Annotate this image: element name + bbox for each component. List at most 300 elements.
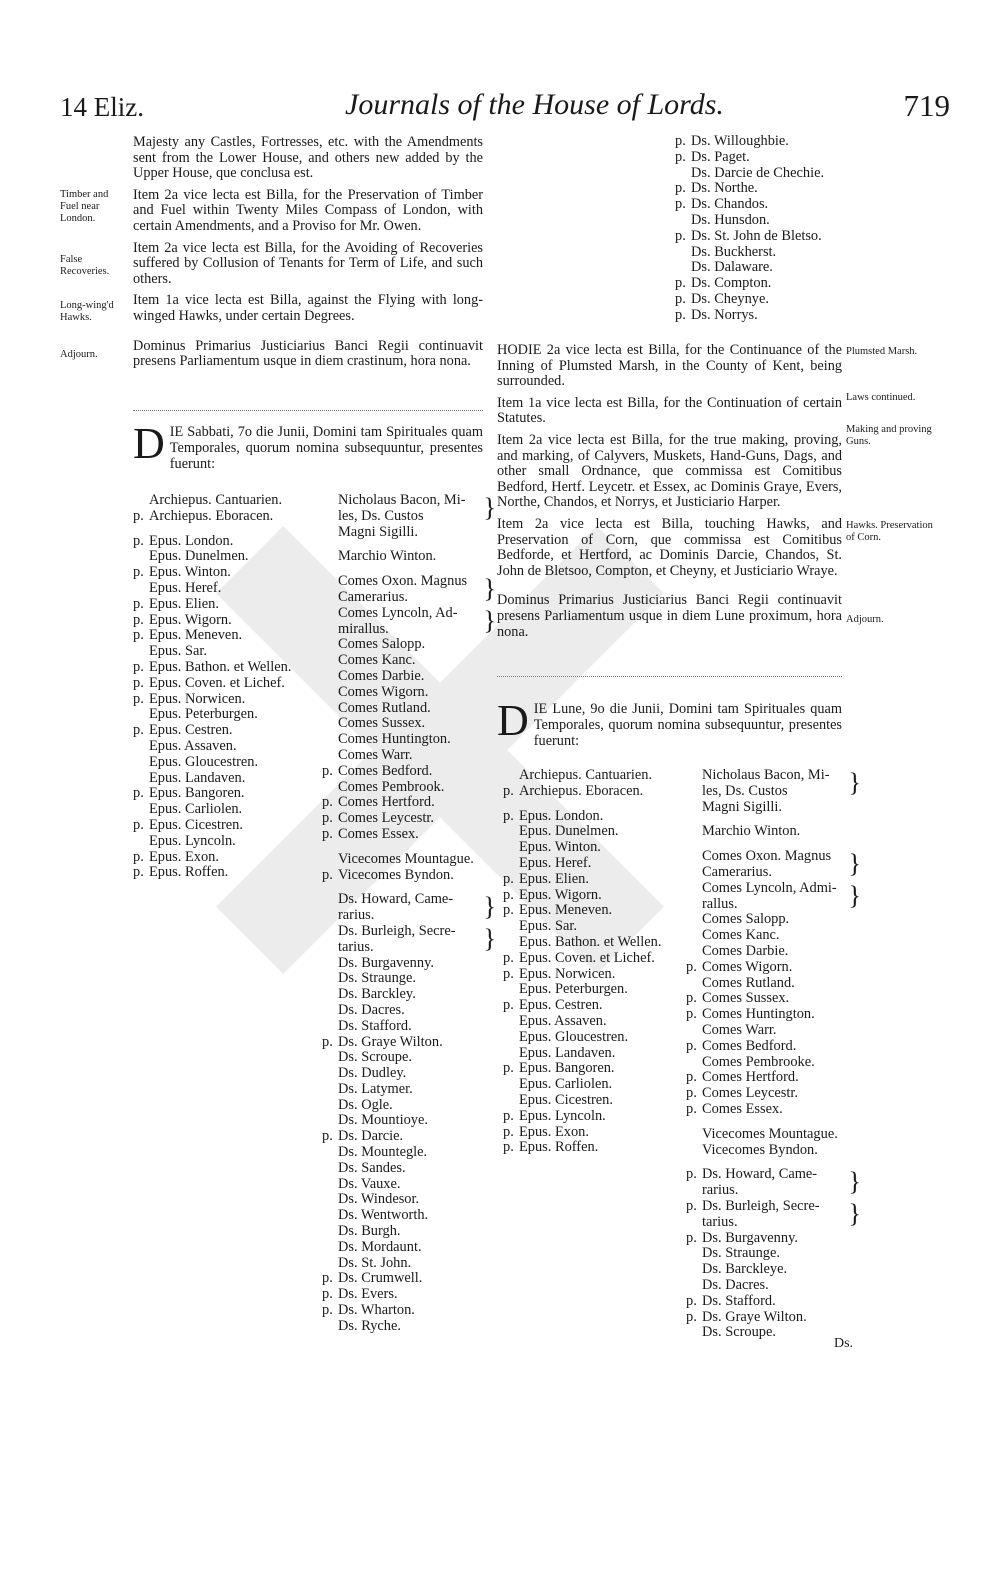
lord-name: Ds. Northe.: [691, 180, 758, 197]
session-heading-text: IE Sabbati, 7o die Junii, Domini tam Spirituales quam Temporales, quorum nomina subsequuntur, presentes fuerunt:: [169, 424, 483, 472]
lord-name: les, Ds. Custos: [338, 507, 424, 524]
lord-name: Ds. Norrys.: [691, 306, 758, 323]
list-item: [503, 824, 693, 840]
lord-name: Comes Essex.: [338, 825, 419, 842]
list-item: [686, 897, 851, 913]
presence-mark: p.: [503, 807, 514, 824]
presence-mark: p.: [503, 782, 514, 799]
lord-name: Comes Huntington.: [338, 731, 451, 748]
list-item: [503, 982, 693, 998]
lord-name: Epus. Cicestren.: [149, 816, 243, 833]
regnal-year: 14 Eliz.: [60, 92, 144, 122]
lord-name: Magni Sigilli.: [702, 798, 782, 815]
list-item: [133, 865, 308, 881]
list-item: [503, 1046, 693, 1062]
lord-name: Comes Huntington.: [702, 1006, 815, 1023]
list-item: [133, 834, 308, 850]
lord-name: Epus. Exon.: [519, 1123, 589, 1140]
presence-mark: p.: [503, 1107, 514, 1124]
lord-name: Comes Leycestr.: [338, 810, 434, 827]
list-item: [133, 581, 308, 597]
presence-mark: p.: [322, 794, 333, 811]
lord-name: Ds. Dacres.: [338, 1001, 405, 1018]
lord-name: Ds. Sandes.: [338, 1159, 406, 1176]
list-item: [322, 653, 486, 669]
list-item: [503, 1140, 693, 1156]
list-item: [322, 1161, 486, 1177]
list-item: [675, 213, 855, 229]
list-item: [322, 590, 486, 606]
list-item: [322, 940, 486, 956]
lord-name: Ds. Wharton.: [338, 1302, 415, 1319]
catchword: Ds.: [834, 1336, 854, 1351]
list-item: [322, 637, 486, 653]
lord-name: Epus. Heref.: [149, 579, 222, 596]
presence-mark: p.: [686, 958, 697, 975]
presence-mark: p.: [322, 1270, 333, 1287]
presence-mark: p.: [322, 1128, 333, 1145]
brace-icon: }: [848, 849, 861, 879]
list-item: [503, 1093, 693, 1109]
list-item: [503, 888, 693, 904]
presence-mark: p.: [133, 674, 144, 691]
lord-name: Ds. Vauxe.: [338, 1175, 401, 1192]
lord-name: Ds. Dalaware.: [691, 259, 773, 276]
lord-name: Comes Warr.: [702, 1021, 777, 1038]
list-item: [686, 1294, 851, 1310]
list-item: [322, 1050, 486, 1066]
list-item: [675, 134, 855, 150]
list-item: [686, 1023, 851, 1039]
list-item: [686, 1102, 851, 1118]
list-item: [322, 1003, 486, 1019]
presence-mark: p.: [133, 864, 144, 881]
margin-note: False Recoveries.: [60, 254, 110, 277]
lord-name: Ds. St. John.: [338, 1254, 412, 1271]
lord-name: rallus.: [702, 895, 738, 912]
lord-name: Comes Warr.: [338, 746, 413, 763]
lord-name: Comes Lyncoln, Ad-: [338, 604, 458, 621]
lord-name: Marchio Winton.: [338, 548, 437, 565]
brace-icon: }: [848, 1198, 861, 1228]
lord-name: Ds. Paget.: [691, 148, 750, 165]
lord-name: Epus. Wigorn.: [149, 611, 232, 628]
temporal-lords-list-continued: [675, 134, 855, 324]
lord-name: Epus. Coven. et Lichef.: [519, 949, 655, 966]
lord-name: Ds. Straunge.: [702, 1245, 780, 1262]
list-item: [133, 493, 308, 509]
list-item: [322, 1256, 486, 1272]
list-item: [686, 1070, 851, 1086]
lord-name: Ds. Crumwell.: [338, 1270, 423, 1287]
lord-name: Comes Lyncoln, Admi-: [702, 879, 837, 896]
presence-mark: p.: [675, 275, 686, 292]
presence-mark: p.: [322, 1302, 333, 1319]
lord-name: Ds. Wentworth.: [338, 1207, 429, 1224]
list-item: [503, 1109, 693, 1125]
lord-name: Comes Darbie.: [338, 667, 425, 684]
list-item: [686, 1246, 851, 1262]
presence-mark: p.: [133, 595, 144, 612]
presence-mark: p.: [133, 658, 144, 675]
presence-mark: p.: [503, 1060, 514, 1077]
presence-mark: p.: [133, 564, 144, 581]
lord-name: Ds. Evers.: [338, 1286, 398, 1303]
presence-mark: p.: [133, 690, 144, 707]
list-item: [503, 1061, 693, 1077]
lord-name: Archiepus. Eboracen.: [149, 507, 274, 524]
session-heading: [133, 419, 483, 472]
list-item: [133, 534, 308, 550]
presence-mark: p.: [322, 825, 333, 842]
list-item: [133, 802, 308, 818]
lord-name: Epus. Exon.: [149, 848, 219, 865]
list-item: [322, 1192, 486, 1208]
list-item: [675, 276, 855, 292]
lord-name: Epus. Assaven.: [519, 1012, 607, 1029]
list-item: [322, 1177, 486, 1193]
presence-mark: p.: [686, 1069, 697, 1086]
lord-name: Ds. Compton.: [691, 275, 772, 292]
list-item: [322, 1303, 486, 1319]
paragraph: Item 2a vice lecta est Billa, for the Avoiding of Recoveries suffered by Collusion of Tenants for Term of Life, and such others.: [133, 239, 483, 287]
divider: [133, 410, 483, 411]
list-item: [133, 739, 308, 755]
list-item: [686, 976, 851, 992]
list-item: [686, 1039, 851, 1055]
list-item: [322, 1319, 486, 1335]
lord-name: Comes Sussex.: [702, 990, 790, 1007]
lord-name: Epus. Meneven.: [149, 627, 243, 644]
margin-note: Making and proving Guns.: [846, 424, 932, 447]
list-item: [322, 732, 486, 748]
brace-icon: }: [848, 1167, 861, 1197]
list-item: [322, 1035, 486, 1051]
list-item: [686, 1183, 851, 1199]
lord-name: Ds. Burgavenny.: [338, 954, 434, 971]
paragraph: Dominus Primarius Justiciarius Banci Regii continuavit presens Parliamentum usque in diem Lune proximum, hora nona.: [497, 592, 842, 640]
lord-name: Ds. Graye Wilton.: [338, 1033, 443, 1050]
list-item: [503, 809, 693, 825]
list-item: [322, 748, 486, 764]
lord-name: Comes Salopp.: [338, 636, 426, 653]
list-item: [322, 780, 486, 796]
lord-name: Epus. Meneven.: [519, 902, 613, 919]
lord-name: Ds. Dudley.: [338, 1065, 407, 1082]
page-number: 719: [903, 88, 950, 123]
lord-name: Ds. Dacres.: [702, 1276, 769, 1293]
list-item: [133, 707, 308, 723]
list-item: [133, 723, 308, 739]
right-text: [497, 343, 842, 646]
lord-name: Ds. Ogle.: [338, 1096, 393, 1113]
list-item: [322, 971, 486, 987]
presence-mark: p.: [675, 227, 686, 244]
list-item: [133, 597, 308, 613]
list-item: [322, 622, 486, 638]
lord-name: Epus. Cestren.: [519, 997, 603, 1014]
lord-name: Comes Essex.: [702, 1100, 783, 1117]
presence-mark: p.: [675, 180, 686, 197]
lord-name: rarius.: [338, 907, 375, 924]
list-item: [322, 1019, 486, 1035]
lord-name: Epus. Peterburgen.: [519, 981, 628, 998]
session-heading-text: IE Lune, 9o die Junii, Domini tam Spirituales quam Temporales, quorum nomina subsequuntur, presentes fuerunt:: [533, 701, 842, 749]
brace-icon: }: [483, 923, 496, 953]
page-header: [60, 88, 950, 128]
lord-name: rarius.: [702, 1182, 739, 1199]
lord-name: Ds. Windesor.: [338, 1191, 420, 1208]
list-item: [322, 868, 486, 884]
list-item: [503, 1030, 693, 1046]
list-item: [133, 676, 308, 692]
lord-name: Comes Wigorn.: [702, 958, 793, 975]
presence-mark: p.: [503, 870, 514, 887]
list-item: [322, 827, 486, 843]
list-item: [322, 1287, 486, 1303]
lord-name: Vicecomes Mountague.: [338, 850, 474, 867]
lord-name: Comes Rutland.: [702, 974, 795, 991]
presence-mark: p.: [675, 306, 686, 323]
list-item: [322, 1208, 486, 1224]
list-item: [686, 1007, 851, 1023]
list-item: [322, 908, 486, 924]
divider: [497, 676, 842, 677]
list-item: [675, 292, 855, 308]
list-item: [133, 692, 308, 708]
presence-mark: p.: [322, 866, 333, 883]
lord-name: Camerarius.: [338, 588, 408, 605]
lord-name: Epus. Carliolen.: [149, 801, 243, 818]
list-item: [133, 644, 308, 660]
list-item: [322, 549, 486, 565]
presence-mark: p.: [686, 1229, 697, 1246]
lord-name: Vicecomes Byndon.: [702, 1141, 818, 1158]
list-item: [322, 716, 486, 732]
presence-mark: p.: [133, 507, 144, 524]
list-item: [322, 701, 486, 717]
brace-icon: }: [848, 880, 861, 910]
list-item: [686, 1055, 851, 1071]
presence-mark: p.: [322, 762, 333, 779]
list-item: [686, 928, 851, 944]
brace-icon: }: [483, 574, 496, 604]
paragraph: Dominus Primarius Justiciarius Banci Regii continuavit presens Parliamentum usque in diem crastinum, hora nona.: [133, 337, 483, 370]
drop-cap: D: [133, 419, 165, 468]
lord-name: Comes Oxon. Magnus: [702, 848, 832, 865]
list-item: [686, 960, 851, 976]
list-item: [133, 755, 308, 771]
lord-name: Comes Oxon. Magnus: [338, 573, 468, 590]
list-item: [322, 509, 486, 525]
margin-note: Long-wing'd Hawks.: [60, 300, 114, 323]
lord-name: Ds. Darcie de Chechie.: [691, 164, 825, 181]
lord-name: Epus. London.: [519, 807, 604, 824]
list-item: [133, 565, 308, 581]
list-item: [133, 786, 308, 802]
lord-name: Epus. Roffen.: [519, 1139, 599, 1156]
presence-mark: p.: [686, 1308, 697, 1325]
lord-name: Nicholaus Bacon, Mi-: [702, 767, 830, 783]
presence-mark: p.: [686, 1100, 697, 1117]
list-item: [686, 1262, 851, 1278]
lord-name: Epus. Sar.: [519, 918, 577, 935]
lord-name: Epus. Bathon. et Wellen.: [149, 658, 292, 675]
lord-name: Epus. Carliolen.: [519, 1076, 613, 1093]
lord-name: Marchio Winton.: [702, 823, 801, 840]
lord-name: Comes Hertford.: [338, 794, 435, 811]
paragraph: Majesty any Castles, Fortresses, etc. with the Amendments sent from the Lower House, and others new added by the Upper House, que conclusa est.: [133, 134, 483, 182]
lord-name: Epus. Bathon. et Wellen.: [519, 933, 662, 950]
lord-name: Comes Rutland.: [338, 699, 431, 716]
lord-name: Ds. St. John de Bletso.: [691, 227, 822, 244]
lord-name: Epus. Norwicen.: [149, 690, 246, 707]
list-item: [675, 229, 855, 245]
list-item: [322, 1271, 486, 1287]
lord-name: Ds. Latymer.: [338, 1080, 413, 1097]
lord-name: Epus. Roffen.: [149, 864, 229, 881]
lord-name: Epus. Assaven.: [149, 737, 237, 754]
list-item: [322, 1224, 486, 1240]
list-item: [322, 956, 486, 972]
lord-name: Ds. Mordaunt.: [338, 1238, 422, 1255]
lord-name: Archiepus. Cantuarien.: [519, 767, 653, 783]
margin-note: Hawks. Preservation of Corn.: [846, 520, 933, 543]
presence-mark: p.: [686, 1197, 697, 1214]
paragraph: Item 2a vice lecta est Billa, for the Preservation of Timber and Fuel within Twenty Miles Compass of London, with certain Amendments, and a Proviso for Mr. Owen.: [133, 186, 483, 234]
left-top-text: [133, 135, 483, 376]
presence-mark: p.: [503, 902, 514, 919]
presence-mark: p.: [503, 949, 514, 966]
list-item: [322, 669, 486, 685]
lord-name: Epus. Coven. et Lichef.: [149, 674, 285, 691]
lord-name: Comes Kanc.: [702, 927, 780, 944]
presence-mark: p.: [686, 990, 697, 1007]
paragraph: HODIE 2a vice lecta est Billa, for the Continuance of the Inning of Plumsted Marsh, in the County of Kent, being surrounded.: [497, 342, 842, 390]
lord-name: Ds. Ryche.: [338, 1317, 401, 1334]
list-item: [675, 150, 855, 166]
list-item: [322, 1098, 486, 1114]
lord-name: Magni Sigilli.: [338, 523, 418, 540]
lord-name: Epus. Landaven.: [519, 1044, 616, 1061]
presence-mark: p.: [675, 290, 686, 307]
list-item: [322, 764, 486, 780]
presence-mark: p.: [133, 611, 144, 628]
list-item: [322, 1113, 486, 1129]
lord-name: Epus. Elien.: [519, 870, 589, 887]
spiritual-lords-list: [133, 493, 308, 881]
list-item: [686, 991, 851, 1007]
session-heading: [497, 696, 842, 749]
lord-name: Epus. Dunelmen.: [519, 823, 619, 840]
lord-name: Ds. Howard, Came-: [702, 1166, 818, 1183]
lord-name: Ds. Scroupe.: [702, 1324, 776, 1341]
list-item: [322, 987, 486, 1003]
lord-name: Comes Pembrooke.: [702, 1053, 815, 1070]
list-item: [133, 613, 308, 629]
lord-name: Ds. Graye Wilton.: [702, 1308, 807, 1325]
lord-name: Comes Wigorn.: [338, 683, 429, 700]
lord-name: Epus. Winton.: [519, 839, 601, 856]
list-item: [503, 967, 693, 983]
lord-name: Comes Kanc.: [338, 652, 416, 669]
lord-name: Epus. Bangoren.: [519, 1060, 615, 1077]
lord-name: tarius.: [702, 1213, 738, 1230]
lord-name: Ds. Chandos.: [691, 196, 769, 213]
lord-name: Ds. Burleigh, Secre-: [338, 922, 456, 939]
list-item: [322, 1145, 486, 1161]
lord-name: Comes Salopp.: [702, 911, 790, 928]
presence-mark: p.: [686, 1166, 697, 1183]
list-item: [686, 865, 851, 881]
lord-name: Ds. Mountegle.: [338, 1144, 428, 1161]
journal-title: Journals of the House of Lords.: [345, 88, 724, 121]
list-item: [133, 628, 308, 644]
lord-name: Ds. Mountioye.: [338, 1112, 428, 1129]
presence-mark: p.: [322, 1286, 333, 1303]
lord-name: Ds. Scroupe.: [338, 1049, 412, 1066]
list-item: [322, 1129, 486, 1145]
list-item: [322, 525, 486, 541]
lord-name: Epus. Lyncoln.: [519, 1107, 606, 1124]
presence-mark: p.: [503, 1123, 514, 1140]
lord-name: Ds. Barckley.: [338, 986, 416, 1003]
lord-name: Epus. Cestren.: [149, 722, 233, 739]
list-item: [675, 260, 855, 276]
paragraph: Item 1a vice lecta est Billa, against the Flying with long-winged Hawks, under certain Degrees.: [133, 292, 483, 324]
brace-icon: }: [483, 493, 496, 522]
presence-mark: p.: [675, 133, 686, 149]
list-item: [133, 660, 308, 676]
list-item: [686, 800, 851, 816]
presence-mark: p.: [133, 532, 144, 549]
lord-name: les, Ds. Custos: [702, 782, 788, 799]
lord-name: Epus. Gloucestren.: [149, 753, 259, 770]
presence-mark: p.: [503, 1139, 514, 1156]
lord-name: mirallus.: [338, 620, 389, 637]
lord-name: Comes Bedford.: [338, 762, 433, 779]
lord-name: Comes Hertford.: [702, 1069, 799, 1086]
temporal-lords-list: [322, 492, 496, 1335]
presence-mark: p.: [675, 148, 686, 165]
list-item: [686, 1086, 851, 1102]
margin-note: Timber and Fuel near London.: [60, 189, 109, 224]
presence-mark: p.: [133, 627, 144, 644]
presence-mark: p.: [322, 1033, 333, 1050]
lord-name: Epus. Bangoren.: [149, 785, 245, 802]
brace-icon: }: [483, 892, 496, 922]
list-item: [675, 197, 855, 213]
presence-mark: p.: [503, 886, 514, 903]
lord-name: Epus. Peterburgen.: [149, 706, 258, 723]
presence-mark: p.: [675, 196, 686, 213]
list-item: [133, 771, 308, 787]
lord-name: Epus. Dunelmen.: [149, 548, 249, 565]
lord-name: Archiepus. Eboracen.: [519, 782, 644, 799]
list-item: [503, 856, 693, 872]
list-item: [686, 1231, 851, 1247]
lord-name: Epus. Gloucestren.: [519, 1028, 629, 1045]
list-item: [503, 903, 693, 919]
lord-name: Ds. Burleigh, Secre-: [702, 1197, 820, 1214]
lord-name: Ds. Hunsdon.: [691, 211, 770, 228]
lord-name: tarius.: [338, 938, 374, 955]
list-item: [686, 824, 851, 840]
lord-name: Epus. Sar.: [149, 643, 207, 660]
lord-name: Epus. Lyncoln.: [149, 832, 236, 849]
lord-name: Epus. Cicestren.: [519, 1091, 613, 1108]
margin-note: Adjourn.: [60, 349, 98, 360]
